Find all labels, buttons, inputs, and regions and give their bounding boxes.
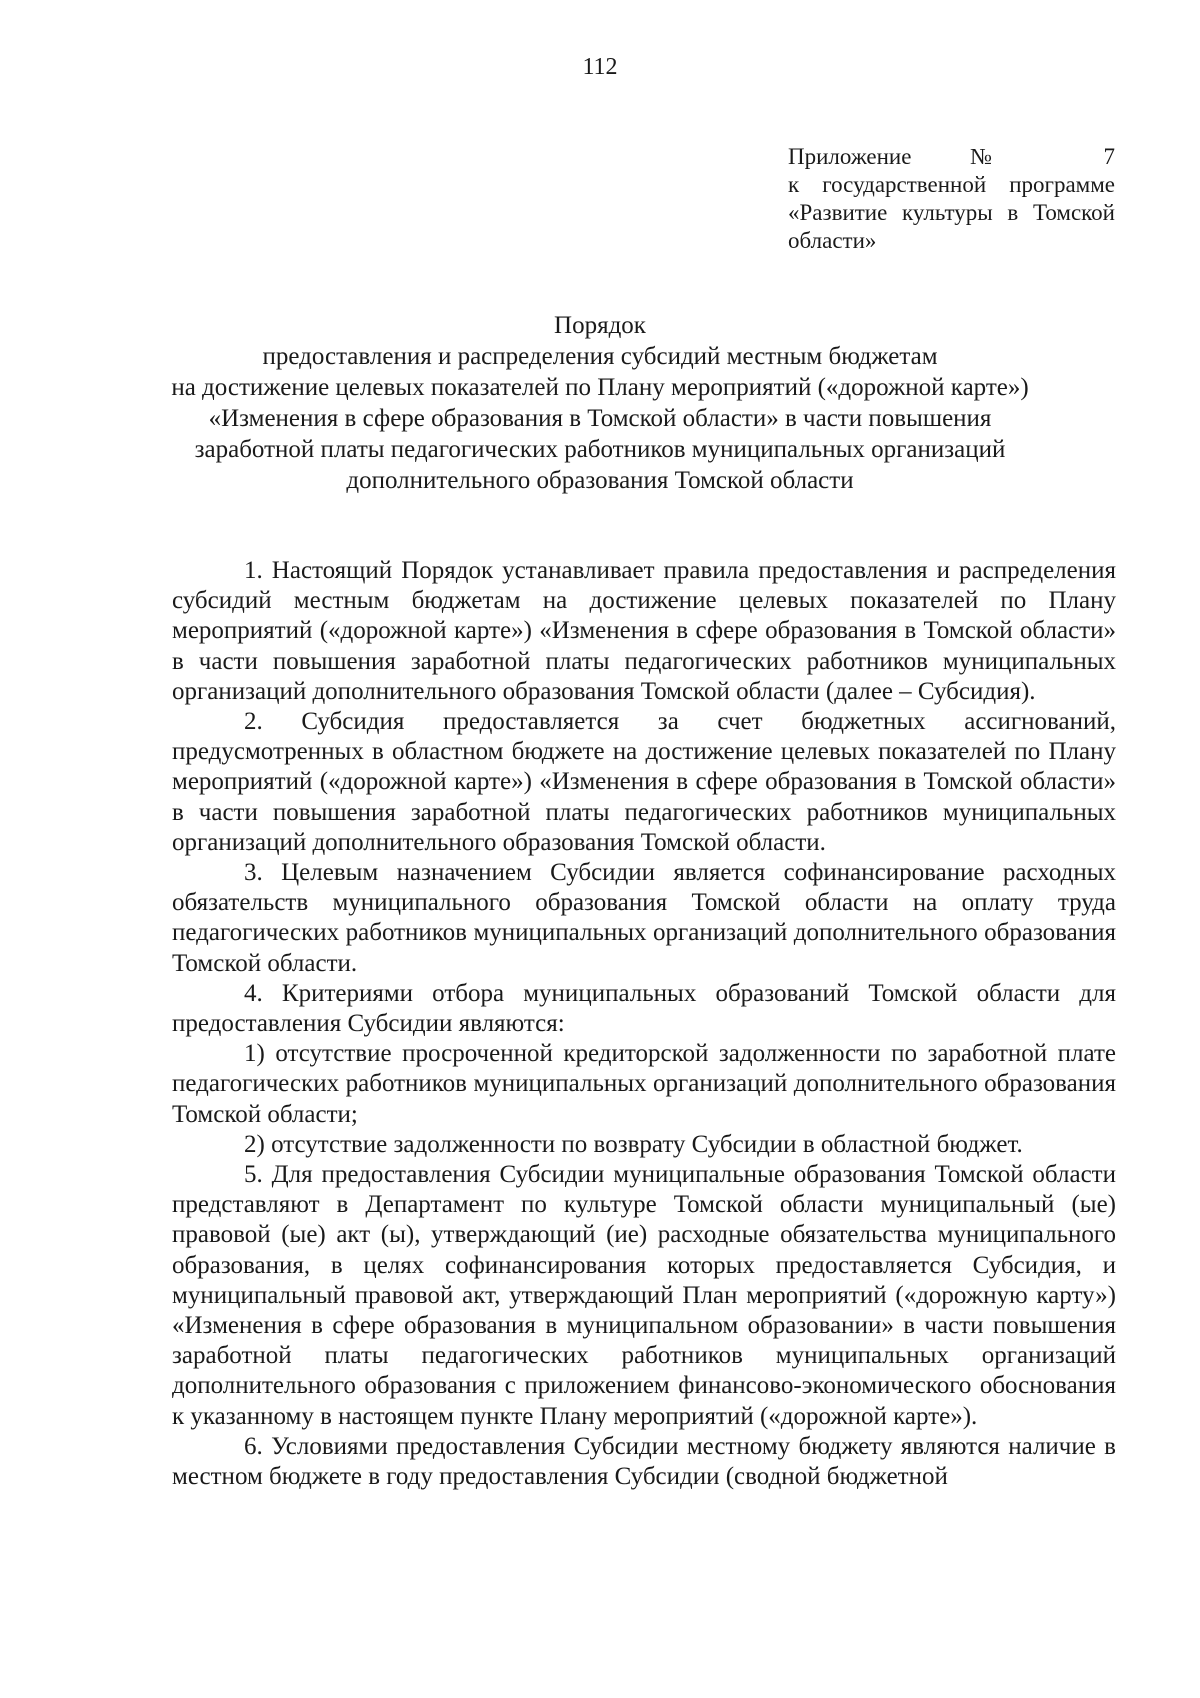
- title-line: на достижение целевых показателей по Плану мероприятий («дорожной карте»): [171, 374, 1029, 401]
- appendix-line: «Развитие культуры в Томской: [788, 200, 1115, 225]
- appendix-line: к государственной программе: [788, 172, 1115, 197]
- paragraph-6: 6. Условиями предоставления Субсидии местному бюджету являются наличие в местном бюджете в году предоставления Субсидии (сводной бюджетной: [172, 1432, 1116, 1491]
- title-line: заработной платы педагогических работников муниципальных организаций: [194, 436, 1006, 463]
- document-title: [100, 310, 1100, 496]
- paragraph-2: 2. Субсидия предоставляется за счет бюджетных ассигнований, предусмотренных в областном бюджете на достижение целевых показателей по Плану мероприятий («дорожной карте») «Изменения в сфере образования в Томской области» в части повышения заработной платы педагогических работников муниципальных организаций дополнительного образования Томской области.: [172, 708, 1116, 856]
- paragraph-3: 3. Целевым назначением Субсидии является софинансирование расходных обязательств муниципального образования Томской области на оплату труда педагогических работников муниципальных организаций дополнительного образования Томской области.: [172, 859, 1116, 977]
- appendix-line: Приложение № 7: [788, 144, 1115, 169]
- paragraph-4: 4. Критериями отбора муниципальных образований Томской области для предоставления Субсидии являются:: [172, 979, 1116, 1038]
- document-body: [172, 556, 1116, 1492]
- paragraph-5: 5. Для предоставления Субсидии муниципальные образования Томской области представляют в Департамент по культуре Томской области муниципальный (ые) правовой (ые) акт (ы), утверждающий (ие) расходные обязательства муниципального образования, в целях софинансирования которых предоставляется Субсидия, и муниципальный правовой акт, утверждающий План мероприятий («дорожную карту») «Изменения в сфере образования в муниципальном образовании» в части повышения заработной платы педагогических работников муниципальных организаций дополнительного образования с приложением финансово-экономического обоснования к указанному в настоящем пункте Плану мероприятий («дорожной карте»).: [172, 1161, 1116, 1430]
- paragraph-1: 1. Настоящий Порядок устанавливает правила предоставления и распределения субсидий местным бюджетам на достижение целевых показателей по Плану мероприятий («дорожной карте») «Изменения в сфере образования в Томской области» в части повышения заработной платы педагогических работников муниципальных организаций дополнительного образования Томской области (далее – Субсидия).: [172, 557, 1116, 705]
- paragraph-4-item-2: 2) отсутствие задолженности по возврату Субсидии в областной бюджет.: [244, 1130, 1023, 1158]
- title-line: дополнительного образования Томской области: [346, 467, 854, 494]
- paragraph-4-item-1: 1) отсутствие просроченной кредиторской задолженности по заработной плате педагогических работников муниципальных организаций дополнительного образования Томской области;: [172, 1040, 1116, 1128]
- title-heading: Порядок: [554, 312, 646, 339]
- title-line: предоставления и распределения субсидий местным бюджетам: [262, 343, 938, 370]
- page-number: 112: [582, 54, 618, 80]
- appendix-header: [788, 143, 1115, 255]
- appendix-line: области»: [788, 228, 877, 253]
- title-line: «Изменения в сфере образования в Томской области» в части повышения: [208, 405, 992, 432]
